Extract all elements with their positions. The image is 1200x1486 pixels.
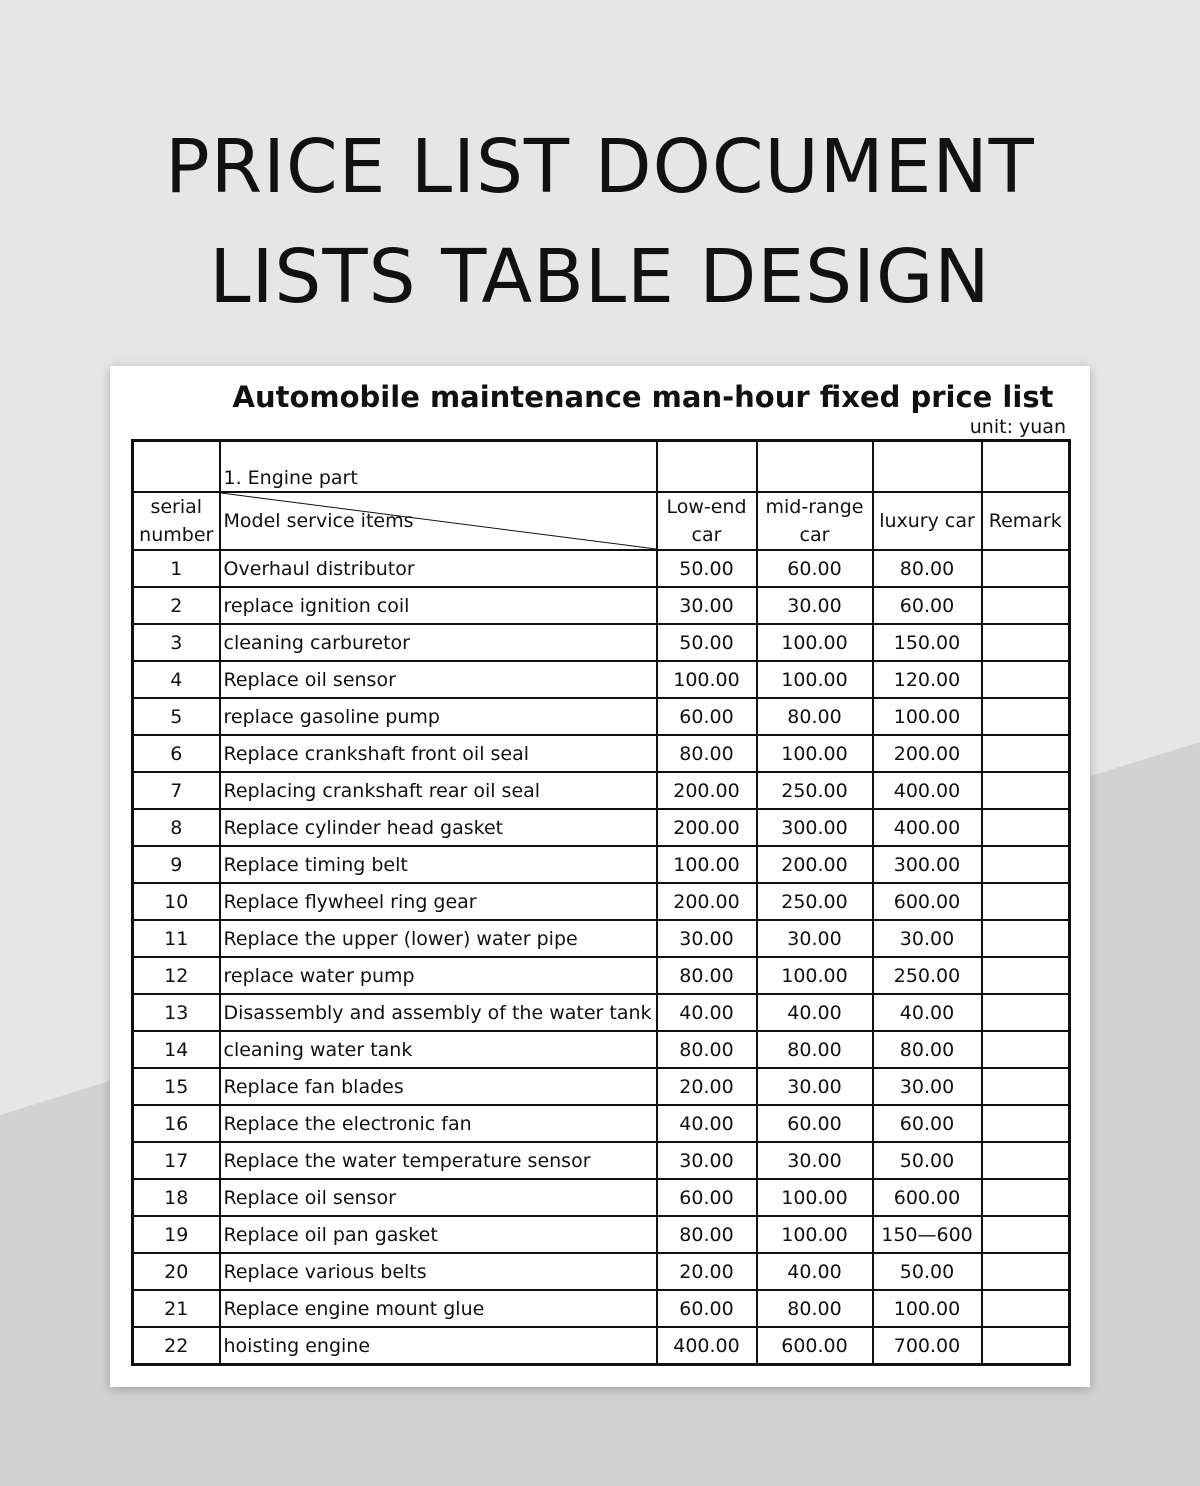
mid-range-price-cell: 250.00 [757,883,873,920]
table-row [133,846,1070,883]
service-item-cell: Replace engine mount glue [220,1290,657,1327]
service-item-cell: Replace oil pan gasket [220,1216,657,1253]
table-row [133,698,1070,735]
mid-range-price-cell: 80.00 [757,698,873,735]
serial-number-cell: 11 [133,920,220,957]
price-table [131,439,1071,1366]
mid-range-price-cell: 100.00 [757,735,873,772]
service-item-cell: Disassembly and assembly of the water tank [220,994,657,1031]
serial-number-cell: 20 [133,1253,220,1290]
luxury-price-cell: 60.00 [873,587,982,624]
luxury-price-cell: 30.00 [873,1068,982,1105]
serial-number-cell: 22 [133,1327,220,1365]
serial-number-cell: 16 [133,1105,220,1142]
service-item-cell: cleaning carburetor [220,624,657,661]
header-serial-number [133,492,220,550]
low-end-price-cell: 50.00 [657,550,757,587]
mid-range-price-cell: 100.00 [757,624,873,661]
table-row [133,550,1070,587]
hero-title [0,112,1200,332]
low-end-price-cell: 30.00 [657,920,757,957]
table-row [133,883,1070,920]
low-end-price-cell: 80.00 [657,1216,757,1253]
header-serial-line-2: number [139,524,214,546]
table-row [133,957,1070,994]
table-row [133,772,1070,809]
luxury-price-cell: 700.00 [873,1327,982,1365]
header-row [133,492,1070,550]
mid-range-price-cell: 40.00 [757,994,873,1031]
remark-cell [982,772,1070,809]
low-end-price-cell: 40.00 [657,1105,757,1142]
low-end-price-cell: 100.00 [657,846,757,883]
serial-number-cell: 10 [133,883,220,920]
table-row [133,587,1070,624]
service-item-cell: hoisting engine [220,1327,657,1365]
section-empty-cell [873,441,982,493]
low-end-price-cell: 80.00 [657,957,757,994]
section-label: 1. Engine part [220,441,657,493]
remark-cell [982,1031,1070,1068]
low-end-price-cell: 30.00 [657,587,757,624]
low-end-price-cell: 60.00 [657,1290,757,1327]
serial-number-cell: 1 [133,550,220,587]
table-row [133,809,1070,846]
header-remark: Remark [982,492,1070,550]
luxury-price-cell: 80.00 [873,1031,982,1068]
mid-range-price-cell: 250.00 [757,772,873,809]
remark-cell [982,624,1070,661]
mid-range-price-cell: 600.00 [757,1327,873,1365]
serial-number-cell: 8 [133,809,220,846]
service-item-cell: Replace cylinder head gasket [220,809,657,846]
serial-number-cell: 13 [133,994,220,1031]
serial-number-cell: 18 [133,1179,220,1216]
remark-cell [982,1290,1070,1327]
mid-range-price-cell: 40.00 [757,1253,873,1290]
low-end-price-cell: 200.00 [657,809,757,846]
table-row [133,1253,1070,1290]
serial-number-cell: 6 [133,735,220,772]
mid-range-price-cell: 30.00 [757,1142,873,1179]
table-row [133,920,1070,957]
remark-cell [982,957,1070,994]
low-end-price-cell: 20.00 [657,1253,757,1290]
luxury-price-cell: 400.00 [873,809,982,846]
table-row [133,1179,1070,1216]
table-row [133,1031,1070,1068]
low-end-price-cell: 80.00 [657,735,757,772]
header-mid-range-car [757,492,873,550]
luxury-price-cell: 100.00 [873,698,982,735]
serial-number-cell: 5 [133,698,220,735]
table-row [133,1142,1070,1179]
table-row [133,1068,1070,1105]
table-row [133,994,1070,1031]
mid-range-price-cell: 200.00 [757,846,873,883]
remark-cell [982,883,1070,920]
remark-cell [982,587,1070,624]
service-item-cell: Replacing crankshaft rear oil seal [220,772,657,809]
mid-range-price-cell: 100.00 [757,661,873,698]
section-empty-cell [757,441,873,493]
serial-number-cell: 21 [133,1290,220,1327]
remark-cell [982,1105,1070,1142]
low-end-price-cell: 200.00 [657,772,757,809]
low-end-price-cell: 30.00 [657,1142,757,1179]
mid-range-price-cell: 60.00 [757,550,873,587]
remark-cell [982,1327,1070,1365]
luxury-price-cell: 200.00 [873,735,982,772]
service-item-cell: Replace oil sensor [220,1179,657,1216]
luxury-price-cell: 120.00 [873,661,982,698]
low-end-price-cell: 100.00 [657,661,757,698]
serial-number-cell: 15 [133,1068,220,1105]
header-service-items [220,492,657,550]
luxury-price-cell: 50.00 [873,1253,982,1290]
service-item-cell: replace water pump [220,957,657,994]
serial-number-cell: 2 [133,587,220,624]
mid-range-price-cell: 60.00 [757,1105,873,1142]
table-row [133,1327,1070,1365]
price-list-sheet [110,366,1090,1387]
remark-cell [982,920,1070,957]
service-item-cell: Replace various belts [220,1253,657,1290]
remark-cell [982,1179,1070,1216]
luxury-price-cell: 100.00 [873,1290,982,1327]
service-item-cell: replace ignition coil [220,587,657,624]
header-low-line-2: car [691,524,722,546]
header-mid-line-1: mid-range [765,496,864,518]
unit-label: unit: yuan [969,416,1066,438]
luxury-price-cell: 60.00 [873,1105,982,1142]
service-item-cell: Overhaul distributor [220,550,657,587]
mid-range-price-cell: 80.00 [757,1031,873,1068]
service-item-cell: Replace the water temperature sensor [220,1142,657,1179]
remark-cell [982,846,1070,883]
section-empty-cell [657,441,757,493]
luxury-price-cell: 250.00 [873,957,982,994]
luxury-price-cell: 150.00 [873,624,982,661]
remark-cell [982,550,1070,587]
low-end-price-cell: 80.00 [657,1031,757,1068]
serial-number-cell: 3 [133,624,220,661]
header-low-line-1: Low-end [666,496,747,518]
mid-range-price-cell: 30.00 [757,920,873,957]
remark-cell [982,661,1070,698]
mid-range-price-cell: 30.00 [757,587,873,624]
serial-number-cell: 9 [133,846,220,883]
table-row [133,661,1070,698]
service-item-cell: Replace oil sensor [220,661,657,698]
section-row [133,441,1070,493]
header-mid-line-2: car [799,524,830,546]
low-end-price-cell: 60.00 [657,698,757,735]
low-end-price-cell: 20.00 [657,1068,757,1105]
header-service-items-label: Model service items [223,510,414,532]
mid-range-price-cell: 100.00 [757,1179,873,1216]
mid-range-price-cell: 300.00 [757,809,873,846]
serial-number-cell: 12 [133,957,220,994]
low-end-price-cell: 50.00 [657,624,757,661]
service-item-cell: cleaning water tank [220,1031,657,1068]
luxury-price-cell: 50.00 [873,1142,982,1179]
table-row [133,1290,1070,1327]
remark-cell [982,698,1070,735]
mid-range-price-cell: 100.00 [757,1216,873,1253]
table-row [133,735,1070,772]
service-item-cell: Replace fan blades [220,1068,657,1105]
remark-cell [982,809,1070,846]
header-low-end-car [657,492,757,550]
table-row [133,1216,1070,1253]
hero-title-line-2: LISTS TABLE DESIGN [209,234,991,320]
serial-number-cell: 14 [133,1031,220,1068]
section-empty-cell [133,441,220,493]
serial-number-cell: 17 [133,1142,220,1179]
remark-cell [982,735,1070,772]
header-serial-line-1: serial [150,496,203,518]
luxury-price-cell: 40.00 [873,994,982,1031]
document-title: Automobile maintenance man-hour fixed price list [232,380,1054,414]
service-item-cell: Replace flywheel ring gear [220,883,657,920]
mid-range-price-cell: 30.00 [757,1068,873,1105]
serial-number-cell: 4 [133,661,220,698]
mid-range-price-cell: 80.00 [757,1290,873,1327]
low-end-price-cell: 40.00 [657,994,757,1031]
remark-cell [982,1216,1070,1253]
low-end-price-cell: 60.00 [657,1179,757,1216]
luxury-price-cell: 150—600 [873,1216,982,1253]
serial-number-cell: 7 [133,772,220,809]
service-item-cell: Replace timing belt [220,846,657,883]
remark-cell [982,1142,1070,1179]
hero-title-line-1: PRICE LIST DOCUMENT [165,124,1035,210]
section-empty-cell [982,441,1070,493]
luxury-price-cell: 400.00 [873,772,982,809]
low-end-price-cell: 400.00 [657,1327,757,1365]
table-row [133,1105,1070,1142]
mid-range-price-cell: 100.00 [757,957,873,994]
remark-cell [982,1253,1070,1290]
header-luxury-car: luxury car [873,492,982,550]
luxury-price-cell: 600.00 [873,883,982,920]
luxury-price-cell: 80.00 [873,550,982,587]
remark-cell [982,994,1070,1031]
service-item-cell: Replace the upper (lower) water pipe [220,920,657,957]
low-end-price-cell: 200.00 [657,883,757,920]
serial-number-cell: 19 [133,1216,220,1253]
service-item-cell: Replace crankshaft front oil seal [220,735,657,772]
service-item-cell: Replace the electronic fan [220,1105,657,1142]
luxury-price-cell: 300.00 [873,846,982,883]
luxury-price-cell: 30.00 [873,920,982,957]
luxury-price-cell: 600.00 [873,1179,982,1216]
service-item-cell: replace gasoline pump [220,698,657,735]
remark-cell [982,1068,1070,1105]
table-row [133,624,1070,661]
